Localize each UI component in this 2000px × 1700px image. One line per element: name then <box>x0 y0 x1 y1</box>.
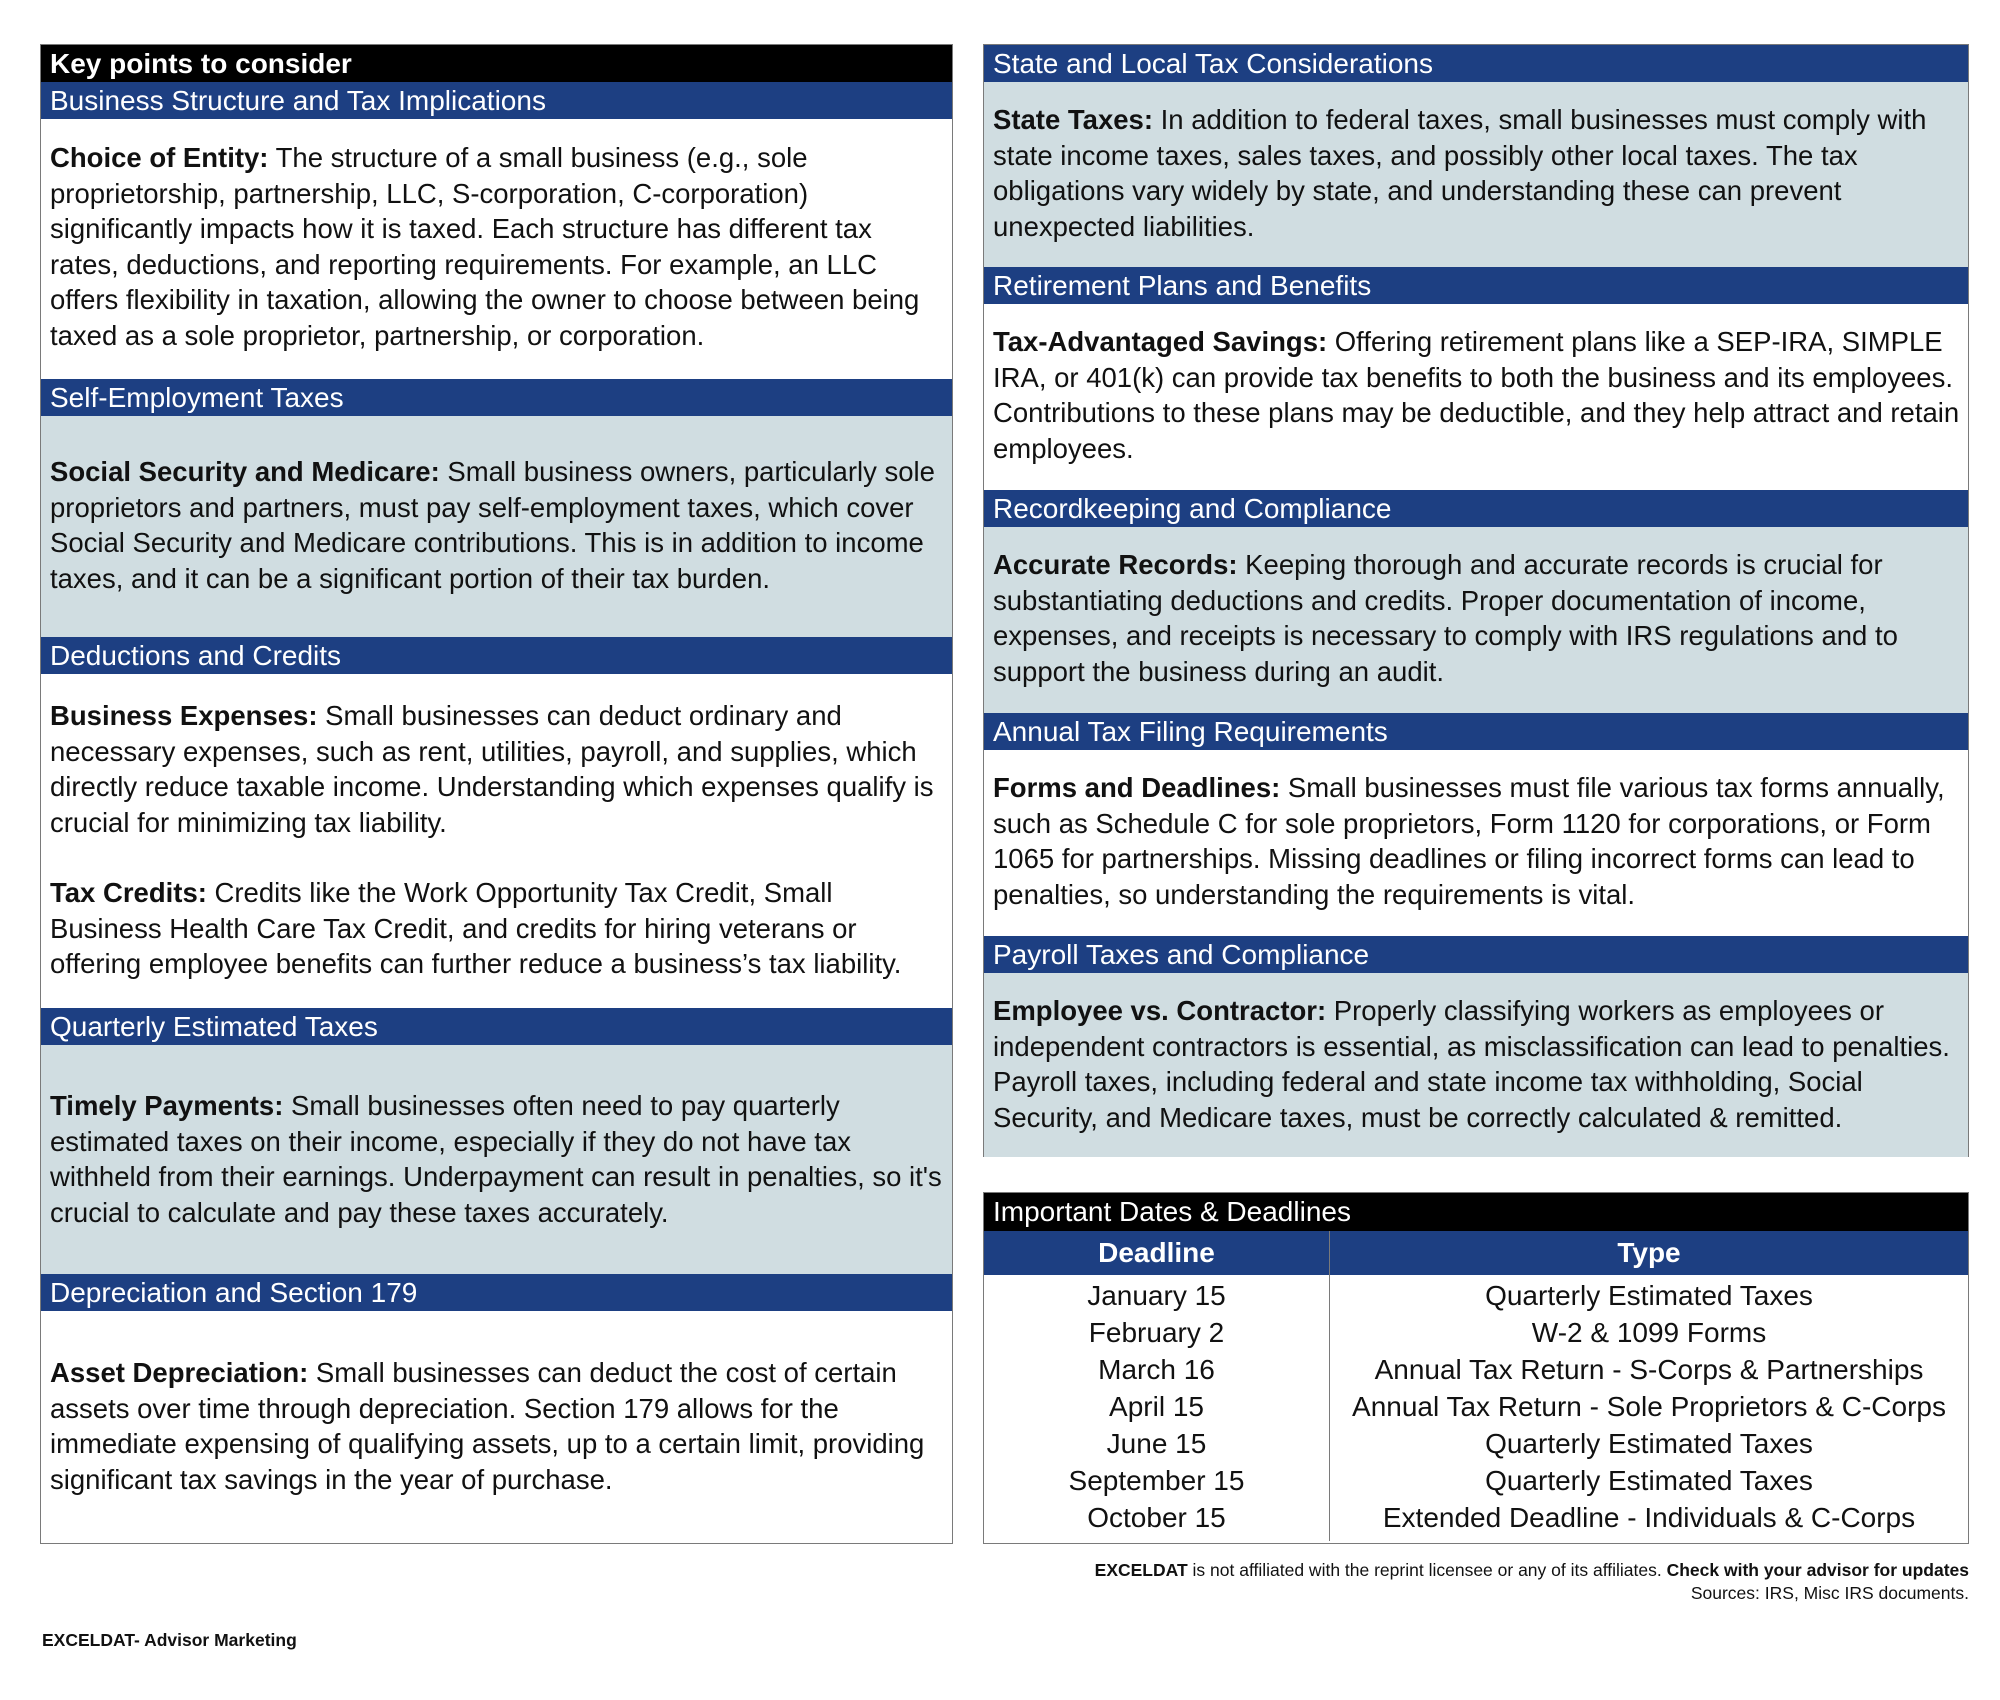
table-cell-deadline: October 15 <box>1087 1502 1226 1533</box>
paragraph-text: Small businesses can deduct ordinary and necessary expenses, such as rent, utilities, payroll, and supplies, which directly reduce taxable income. Understanding which expenses qualify is crucial for minimizing tax liability. <box>50 700 934 838</box>
section-body-self-employment <box>41 416 952 637</box>
section-body-depreciation <box>41 1311 952 1541</box>
disclaimer-brand: EXCELDAT <box>1094 1560 1188 1580</box>
term: Timely Payments: <box>50 1090 284 1121</box>
paragraph-text: Properly classifying workers as employees or independent contractors is essential, as misclassification can lead to penalties. Payroll taxes, including federal and state income tax withholding, Social Security, and Medicare taxes, must be correctly calculated & remitted. <box>993 995 1950 1133</box>
section-heading-payroll: Payroll Taxes and Compliance <box>984 936 1968 973</box>
paragraph <box>993 547 1962 689</box>
paragraph <box>993 324 1962 466</box>
disclaimer-line <box>1095 1559 1969 1582</box>
table-body <box>984 1275 1968 1541</box>
section-heading-deductions: Deductions and Credits <box>41 637 952 674</box>
term: Asset Depreciation: <box>50 1357 309 1388</box>
table-cell-deadline: June 15 <box>1106 1428 1207 1459</box>
paragraph <box>993 770 1962 912</box>
table-cell-type: Quarterly Estimated Taxes <box>1485 1465 1813 1496</box>
right-column <box>983 44 1969 1157</box>
key-points-title: Key points to consider <box>41 45 952 82</box>
section-heading-quarterly: Quarterly Estimated Taxes <box>41 1008 952 1045</box>
term: Business Expenses: <box>50 700 318 731</box>
table-cell-type: Annual Tax Return - Sole Proprietors & C-Corps <box>1352 1391 1946 1422</box>
key-points-panel <box>40 44 953 1544</box>
term: State Taxes: <box>993 104 1153 135</box>
paragraph <box>993 993 1962 1135</box>
right-panel <box>983 44 1969 1157</box>
section-heading-depreciation: Depreciation and Section 179 <box>41 1274 952 1311</box>
important-dates-table <box>983 1192 1969 1544</box>
term: Accurate Records: <box>993 549 1238 580</box>
table-cell-type: Quarterly Estimated Taxes <box>1485 1280 1813 1311</box>
paragraph-text: Credits like the Work Opportunity Tax Credit, Small Business Health Care Tax Credit, and credits for hiring veterans or offering employee benefits can further reduce a business’s tax liability. <box>50 877 902 979</box>
section-heading-annual-filing: Annual Tax Filing Requirements <box>984 713 1968 750</box>
section-heading-state-local: State and Local Tax Considerations <box>984 45 1968 82</box>
table-header <box>984 1231 1968 1275</box>
paragraph <box>50 1355 946 1497</box>
section-heading-self-employment: Self-Employment Taxes <box>41 379 952 416</box>
table-cell-type: Extended Deadline - Individuals & C-Corps <box>1382 1502 1916 1533</box>
section-heading-retirement: Retirement Plans and Benefits <box>984 267 1968 304</box>
table-cell-deadline: March 16 <box>1098 1354 1215 1385</box>
section-body-payroll <box>984 973 1968 1157</box>
paragraph-text: In addition to federal taxes, small businesses must comply with state income taxes, sales taxes, and possibly other local taxes. The tax obligations vary widely by state, and understanding these can prevent unexpected liabilities. <box>993 104 1927 242</box>
paragraph <box>50 1088 946 1230</box>
table-cell-deadline: January 15 <box>1087 1280 1226 1311</box>
section-body-quarterly <box>41 1045 952 1274</box>
header-deadline: Deadline <box>984 1231 1330 1275</box>
section-body-state-local <box>984 82 1968 267</box>
table-cell-type: Quarterly Estimated Taxes <box>1485 1428 1813 1459</box>
paragraph-text: Small businesses must file various tax forms annually, such as Schedule C for sole proprietors, Form 1120 for corporations, or Form 1065 for partnerships. Missing deadlines or filing incorrect forms can lead to penalties, so understanding the requirements is vital. <box>993 772 1945 910</box>
paragraph-text: Small business owners, particularly sole proprietors and partners, must pay self-employment taxes, which cover Social Security and Medicare contributions. This is in addition to income taxes, and it can be a significant portion of their tax burden. <box>50 456 935 594</box>
table-cell-deadline: April 15 <box>1109 1391 1204 1422</box>
footer-brand: EXCELDAT- Advisor Marketing <box>42 1630 297 1650</box>
term: Employee vs. Contractor: <box>993 995 1327 1026</box>
term: Choice of Entity: <box>50 142 269 173</box>
paragraph <box>50 875 946 982</box>
dates-table-title: Important Dates & Deadlines <box>984 1193 1968 1231</box>
term: Forms and Deadlines: <box>993 772 1281 803</box>
paragraph-text: Keeping thorough and accurate records is crucial for substantiating deductions and credits. Proper documentation of income, expenses, and receipts is necessary to comply with IRS regulations and to support the business during an audit. <box>993 549 1898 687</box>
paragraph <box>50 454 946 596</box>
disclaimer <box>1095 1559 1969 1605</box>
section-body-recordkeeping <box>984 527 1968 713</box>
type-column <box>1330 1275 1968 1541</box>
table-cell-deadline: February 2 <box>1088 1317 1225 1348</box>
left-column <box>40 44 953 1544</box>
sources-line: Sources: IRS, Misc IRS documents. <box>1690 1583 1969 1603</box>
table-cell-type: W-2 & 1099 Forms <box>1531 1317 1767 1348</box>
paragraph <box>50 140 946 353</box>
deadline-column <box>984 1275 1330 1541</box>
disclaimer-text: is not affiliated with the reprint licensee or any of its affiliates. <box>1187 1560 1667 1580</box>
paragraph <box>993 102 1962 244</box>
paragraph <box>50 698 946 840</box>
term: Social Security and Medicare: <box>50 456 440 487</box>
header-type: Type <box>1617 1237 1681 1268</box>
disclaimer-bold-tail: Check with your advisor for updates <box>1666 1560 1969 1580</box>
paragraph-text: Offering retirement plans like a SEP-IRA, SIMPLE IRA, or 401(k) can provide tax benefits to both the business and its employees. Contributions to these plans may be deductible, and they help attract and retain employees. <box>993 326 1960 464</box>
term: Tax-Advantaged Savings: <box>993 326 1328 357</box>
paragraph-text: Small businesses often need to pay quarterly estimated taxes on their income, especially if they do not have tax withheld from their earnings. Underpayment can result in penalties, so it's crucial to calculate and pay these taxes accurately. <box>50 1090 942 1228</box>
table-cell-type: Annual Tax Return - S-Corps & Partnerships <box>1374 1354 1924 1385</box>
section-body-annual-filing <box>984 750 1968 936</box>
section-body-business-structure <box>41 119 952 379</box>
section-body-retirement <box>984 304 1968 490</box>
paragraph-text: The structure of a small business (e.g., sole proprietorship, partnership, LLC, S-corporation, C-corporation) significantly impacts how it is taxed. Each structure has different tax rates, deductions, and reporting requirements. For example, an LLC offers flexibility in taxation, allowing the owner to choose between being taxed as a sole proprietor, partnership, or corporation. <box>50 142 920 351</box>
paragraph-text: Small businesses can deduct the cost of certain assets over time through depreciation. Section 179 allows for the immediate expensing of qualifying assets, up to a certain limit, providing significant tax savings in the year of purchase. <box>50 1357 925 1495</box>
table-cell-deadline: September 15 <box>1068 1465 1245 1496</box>
section-heading-recordkeeping: Recordkeeping and Compliance <box>984 490 1968 527</box>
section-body-deductions <box>41 674 952 1008</box>
section-heading-business-structure: Business Structure and Tax Implications <box>41 82 952 119</box>
term: Tax Credits: <box>50 877 207 908</box>
